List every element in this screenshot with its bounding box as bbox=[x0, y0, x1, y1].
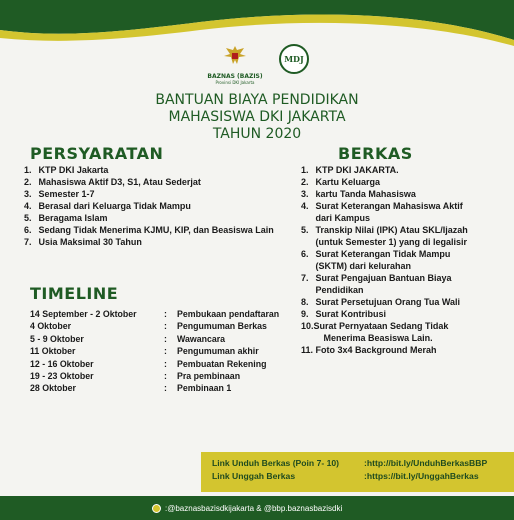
title-line-3: TAHUN 2020 bbox=[212, 126, 302, 142]
instagram-icon bbox=[152, 504, 161, 513]
title-line-1: BANTUAN BIAYA PENDIDIKAN bbox=[155, 92, 359, 108]
list-item: 7. Surat Pengajuan Bantuan Biaya Pendidikan bbox=[301, 273, 452, 295]
timeline-row: 19 - 23 Oktober : Pra pembinaan bbox=[30, 371, 241, 382]
list-item: 11. Foto 3x4 Background Merah bbox=[301, 345, 437, 355]
list-item: 2. Kartu Keluarga bbox=[301, 177, 381, 187]
list-item: 10. Surat Pernyataan Sedang Tidak Menerima Beasiswa Lain. bbox=[301, 321, 449, 343]
poster-title bbox=[0, 92, 514, 143]
list-item: 8. Surat Persetujuan Orang Tua Wali bbox=[301, 297, 461, 307]
download-link-row bbox=[212, 457, 514, 470]
berkas-list bbox=[301, 164, 468, 356]
list-item: 3. Semester 1-7 bbox=[24, 189, 95, 199]
footer-social-text: :@baznasbazisdkijakarta & @bbp.baznasbazisdki bbox=[165, 503, 343, 513]
list-item: 4. Surat Keterangan Mahasiswa Aktif dari Kampus bbox=[301, 201, 463, 223]
links-box bbox=[201, 452, 514, 492]
mdj-logo bbox=[279, 44, 309, 74]
upload-link-label: Link Unggah Berkas bbox=[212, 471, 296, 481]
download-link[interactable]: :http://bit.ly/UnduhBerkasBBP bbox=[364, 458, 488, 468]
baznas-logo-sub: Provinsi DKI Jakarta bbox=[215, 80, 255, 85]
download-link-label: Link Unduh Berkas (Poin 7- 10) bbox=[212, 458, 340, 468]
upload-link-row bbox=[212, 470, 514, 483]
list-item: 9. Surat Kontribusi bbox=[301, 309, 387, 319]
timeline-table bbox=[30, 308, 279, 395]
garuda-icon bbox=[222, 44, 248, 68]
list-item: 7. Usia Maksimal 30 Tahun bbox=[24, 237, 142, 247]
list-item: 5. Beragama Islam bbox=[24, 213, 108, 223]
list-item: 1. KTP DKI JAKARTA. bbox=[301, 165, 399, 175]
persyaratan-list bbox=[24, 164, 274, 248]
timeline-row: 14 September - 2 Oktober : Pembukaan pendaftaran bbox=[30, 309, 280, 319]
timeline-row: 11 Oktober : Pengumuman akhir bbox=[30, 346, 259, 357]
list-item: 1. KTP DKI Jakarta bbox=[24, 165, 109, 175]
title-line-2: MAHASISWA DKI JAKARTA bbox=[168, 109, 346, 125]
persyaratan-heading: PERSYARATAN bbox=[30, 144, 164, 163]
list-item: 5. Transkip Nilai (IPK) Atau SKL/Ijazah (untuk Semester 1) yang di legalisir bbox=[301, 225, 468, 247]
list-item: 6. Sedang Tidak Menerima KJMU, KIP, dan Beasiswa Lain bbox=[24, 225, 274, 235]
timeline-row: 12 - 16 Oktober : Pembuatan Rekening bbox=[30, 358, 267, 369]
timeline-row: 5 - 9 Oktober : Wawancara bbox=[30, 333, 226, 344]
baznas-logo-name: BAZNAS (BAZIS) bbox=[207, 73, 263, 80]
berkas-heading: BERKAS bbox=[338, 144, 413, 163]
mdj-logo-text: MDJ bbox=[284, 54, 304, 64]
baznas-logo bbox=[205, 44, 265, 85]
list-item: 3. kartu Tanda Mahasiswa bbox=[301, 189, 416, 199]
list-item: 2. Mahasiswa Aktif D3, S1, Atau Sederjat bbox=[24, 177, 201, 187]
list-item: 6. Surat Keterangan Tidak Mampu (SKTM) dari kelurahan bbox=[301, 249, 451, 271]
footer-bar bbox=[0, 496, 514, 520]
logo-group bbox=[0, 44, 514, 85]
timeline-row: 28 Oktober : Pembinaan 1 bbox=[30, 383, 232, 394]
list-item: 4. Berasal dari Keluarga Tidak Mampu bbox=[24, 201, 191, 211]
timeline-heading: TIMELINE bbox=[30, 284, 119, 303]
upload-link[interactable]: :https://bit.ly/UnggahBerkas bbox=[364, 471, 479, 481]
timeline-row: 4 Oktober : Pengumuman Berkas bbox=[30, 321, 267, 332]
